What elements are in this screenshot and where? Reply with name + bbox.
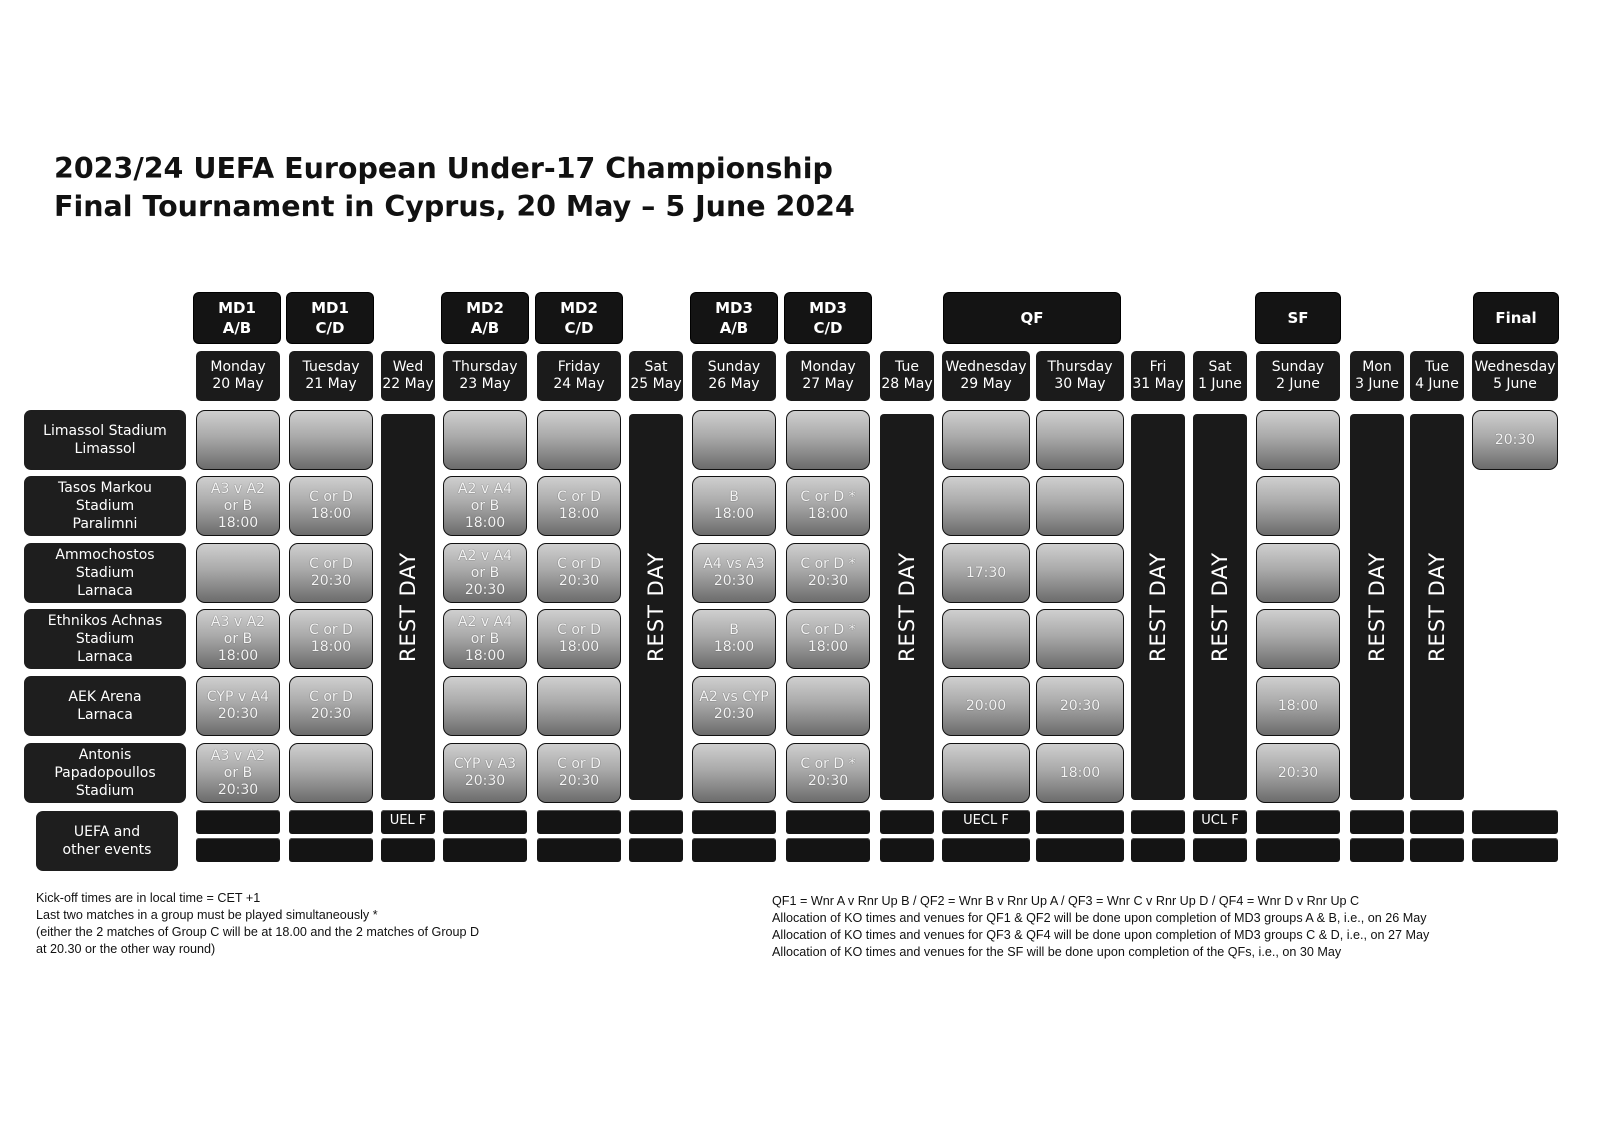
match-cell: C or D 20:30: [289, 543, 373, 603]
event-slot: [537, 838, 621, 862]
event-slot: [537, 810, 621, 834]
rest-day-label: REST DAY: [644, 551, 668, 663]
match-cell: [289, 743, 373, 803]
match-cell: [1256, 609, 1340, 669]
day-header: Sunday 2 June: [1256, 351, 1340, 401]
event-slot: [1472, 810, 1558, 834]
note-line: Kick-off times are in local time = CET +1: [36, 891, 261, 905]
rest-day-label: REST DAY: [1365, 551, 1389, 663]
rest-day-column: [1193, 414, 1247, 800]
rest-day-column: [1350, 414, 1404, 800]
event-slot: [1410, 810, 1464, 834]
event-slot: UEL F: [381, 810, 435, 834]
phase-header: QF: [944, 293, 1120, 343]
match-cell: A2 v A4 or B 18:00: [443, 476, 527, 536]
rest-day-column: [1410, 414, 1464, 800]
match-cell: [942, 476, 1030, 536]
match-cell: [1036, 543, 1124, 603]
phase-header: MD3 A/B: [691, 293, 777, 343]
day-header: Sat 25 May: [629, 351, 683, 401]
note-line: at 20.30 or the other way round): [36, 942, 216, 956]
match-cell: [1256, 410, 1340, 470]
match-cell: [289, 410, 373, 470]
note-line: Allocation of KO times and venues for QF1 & QF2 will be done upon completion of MD3 groups A & B, i.e., on 26 May: [772, 911, 1427, 925]
day-header: Monday 27 May: [786, 351, 870, 401]
note-line: Allocation of KO times and venues for QF3 & QF4 will be done upon completion of MD3 groups C & D, i.e., on 27 May: [772, 928, 1430, 942]
event-slot: [1350, 810, 1404, 834]
match-cell: C or D 20:30: [537, 743, 621, 803]
rest-day-label: REST DAY: [895, 551, 919, 663]
match-cell: [196, 543, 280, 603]
match-cell: A3 v A2 or B 20:30: [196, 743, 280, 803]
venue-label: Ammochostos Stadium Larnaca: [24, 543, 186, 603]
event-slot: [1256, 810, 1340, 834]
match-cell: [1256, 543, 1340, 603]
title-line-2: Final Tournament in Cyprus, 20 May – 5 June 2024: [54, 190, 855, 223]
note-line: (either the 2 matches of Group C will be at 18.00 and the 2 matches of Group D: [36, 925, 480, 939]
match-cell: C or D 18:00: [537, 476, 621, 536]
rest-day-label: REST DAY: [396, 551, 420, 663]
phase-header: SF: [1256, 293, 1340, 343]
phase-header: MD1 C/D: [287, 293, 373, 343]
match-cell: [942, 609, 1030, 669]
day-header: Wednesday 5 June: [1472, 351, 1558, 401]
day-header: Tuesday 21 May: [289, 351, 373, 401]
title-line-1: 2023/24 UEFA European Under-17 Championship: [54, 152, 833, 185]
note-line: QF1 = Wnr A v Rnr Up B / QF2 = Wnr B v Rnr Up A / QF3 = Wnr C v Rnr Up D / QF4 = Wnr D v Rnr Up C: [772, 894, 1360, 908]
day-header: Sunday 26 May: [692, 351, 776, 401]
event-slot: UCL F: [1193, 810, 1247, 834]
match-cell: [537, 410, 621, 470]
event-slot: [942, 838, 1030, 862]
rest-day-column: [629, 414, 683, 800]
match-cell: C or D * 20:30: [786, 543, 870, 603]
match-cell: C or D * 18:00: [786, 476, 870, 536]
event-slot: [289, 838, 373, 862]
rest-day-label: REST DAY: [1146, 551, 1170, 663]
match-cell: [786, 410, 870, 470]
day-header: Monday 20 May: [196, 351, 280, 401]
match-cell: CYP v A4 20:30: [196, 676, 280, 736]
match-cell-final: 20:30: [1472, 410, 1558, 470]
match-cell: 20:00: [942, 676, 1030, 736]
day-header: Wednesday 29 May: [942, 351, 1030, 401]
day-header: Sat 1 June: [1193, 351, 1247, 401]
venue-label: AEK Arena Larnaca: [24, 676, 186, 736]
rest-day-column: [381, 414, 435, 800]
venue-label: Antonis Papadopoullos Stadium: [24, 743, 186, 803]
day-header: Mon 3 June: [1350, 351, 1404, 401]
rest-day-column: [880, 414, 934, 800]
day-header: Thursday 30 May: [1036, 351, 1124, 401]
event-slot: [196, 810, 280, 834]
event-slot: [786, 810, 870, 834]
day-header: Fri 31 May: [1131, 351, 1185, 401]
day-header: Tue 28 May: [880, 351, 934, 401]
match-cell: A3 v A2 or B 18:00: [196, 609, 280, 669]
event-slot: [1131, 810, 1185, 834]
match-cell: [1036, 476, 1124, 536]
match-cell: C or D 20:30: [537, 543, 621, 603]
phase-header: MD1 A/B: [194, 293, 280, 343]
match-cell: B 18:00: [692, 476, 776, 536]
match-cell: C or D 18:00: [289, 476, 373, 536]
venue-label: Limassol Stadium Limassol: [24, 410, 186, 470]
match-cell: [537, 676, 621, 736]
phase-header: MD3 C/D: [785, 293, 871, 343]
match-cell: [1036, 609, 1124, 669]
event-slot: [1256, 838, 1340, 862]
match-cell: A2 v A4 or B 18:00: [443, 609, 527, 669]
match-cell: C or D 20:30: [289, 676, 373, 736]
event-slot: [196, 838, 280, 862]
event-slot: UECL F: [942, 810, 1030, 834]
match-cell: 20:30: [1036, 676, 1124, 736]
event-slot: [443, 810, 527, 834]
event-slot: [1193, 838, 1247, 862]
match-cell: [1036, 410, 1124, 470]
match-cell: 20:30: [1256, 743, 1340, 803]
event-slot: [629, 810, 683, 834]
match-cell: 18:00: [1036, 743, 1124, 803]
match-cell: [443, 676, 527, 736]
event-slot: [289, 810, 373, 834]
match-cell: [1256, 476, 1340, 536]
day-header: Thursday 23 May: [443, 351, 527, 401]
venue-label: Ethnikos Achnas Stadium Larnaca: [24, 609, 186, 669]
match-cell: C or D 18:00: [289, 609, 373, 669]
notes-right: [772, 893, 1429, 961]
event-slot: [692, 838, 776, 862]
event-slot: [1036, 810, 1124, 834]
event-slot: [1410, 838, 1464, 862]
venue-label: Tasos Markou Stadium Paralimni: [24, 476, 186, 536]
day-header: Friday 24 May: [537, 351, 621, 401]
match-cell: [786, 676, 870, 736]
match-cell: A3 v A2 or B 18:00: [196, 476, 280, 536]
match-cell: CYP v A3 20:30: [443, 743, 527, 803]
match-cell: 17:30: [942, 543, 1030, 603]
rest-day-label: REST DAY: [1425, 551, 1449, 663]
match-cell: A2 vs CYP 20:30: [692, 676, 776, 736]
match-cell: [692, 410, 776, 470]
phase-header: MD2 A/B: [442, 293, 528, 343]
note-line: Last two matches in a group must be played simultaneously *: [36, 908, 378, 922]
match-cell: [692, 743, 776, 803]
match-cell: C or D 18:00: [537, 609, 621, 669]
match-cell: [443, 410, 527, 470]
note-line: Allocation of KO times and venues for the SF will be done upon completion of the QFs, i.e., on 30 May: [772, 945, 1342, 959]
match-cell: C or D * 18:00: [786, 609, 870, 669]
match-cell: [196, 410, 280, 470]
rest-day-label: REST DAY: [1208, 551, 1232, 663]
match-cell: A4 vs A3 20:30: [692, 543, 776, 603]
match-cell: C or D * 20:30: [786, 743, 870, 803]
event-slot: [880, 810, 934, 834]
event-slot: [1472, 838, 1558, 862]
event-slot: [692, 810, 776, 834]
event-slot: [443, 838, 527, 862]
event-slot: [786, 838, 870, 862]
event-slot: [1131, 838, 1185, 862]
notes-left: [36, 890, 479, 958]
day-header: Wed 22 May: [381, 351, 435, 401]
match-cell: [942, 743, 1030, 803]
events-label: UEFA and other events: [36, 811, 178, 871]
day-header: Tue 4 June: [1410, 351, 1464, 401]
event-slot: [629, 838, 683, 862]
rest-day-column: [1131, 414, 1185, 800]
event-slot: [1350, 838, 1404, 862]
match-cell: B 18:00: [692, 609, 776, 669]
match-cell: 18:00: [1256, 676, 1340, 736]
phase-header: Final: [1474, 293, 1558, 343]
event-slot: [381, 838, 435, 862]
event-slot: [880, 838, 934, 862]
match-cell: [942, 410, 1030, 470]
event-slot: [1036, 838, 1124, 862]
phase-header: MD2 C/D: [536, 293, 622, 343]
match-cell: A2 v A4 or B 20:30: [443, 543, 527, 603]
